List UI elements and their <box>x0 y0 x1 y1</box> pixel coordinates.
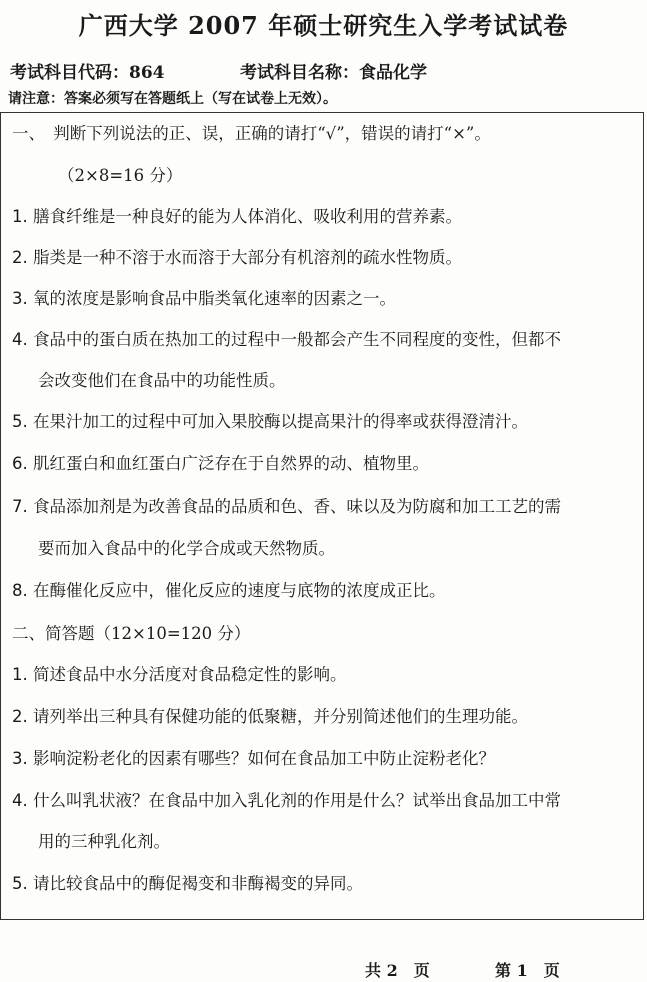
question-item: 7. 食品添加剂是为改善食品的品质和色、香、味以及为防腐和加工工艺的需 <box>12 497 561 516</box>
subject-info-row <box>10 58 640 83</box>
subject-name: 考试科目名称：食品化学 <box>240 63 427 83</box>
question-item-continuation: 要而加入食品中的化学合成或天然物质。 <box>38 539 335 558</box>
section1-heading: 一、 判断下列说法的正、误，正确的请打“√”，错误的请打“×”。 <box>12 124 491 143</box>
question-item: 4. 什么叫乳状液？在食品中加入乳化剂的作用是什么？试举出食品加工中常 <box>12 791 561 810</box>
question-item: 5. 在果汁加工的过程中可加入果胶酶以提高果汁的得率或获得澄清汁。 <box>12 412 528 431</box>
question-item: 2. 脂类是一种不溶于水而溶于大部分有机溶剂的疏水性物质。 <box>12 248 462 267</box>
question-item: 8. 在酶催化反应中，催化反应的速度与底物的浓度成正比。 <box>12 581 446 600</box>
question-item: 1. 膳食纤维是一种良好的能为人体消化、吸收利用的营养素。 <box>12 207 462 226</box>
question-item: 3. 影响淀粉老化的因素有哪些？如何在食品加工中防止淀粉老化？ <box>12 749 495 768</box>
section2-heading: 二、简答题（12×10=120 分） <box>12 624 251 643</box>
current-page: 第 1 页 <box>495 961 560 980</box>
question-item: 2. 请列举出三种具有保健功能的低聚糖，并分别简述他们的生理功能。 <box>12 707 528 726</box>
section1-score: （2×8=16 分） <box>58 166 183 185</box>
answer-notice: 请注意：答案必须写在答题纸上（写在试卷上无效）。 <box>8 91 337 107</box>
question-item-continuation: 用的三种乳化剂。 <box>38 832 170 851</box>
question-item: 4. 食品中的蛋白质在热加工的过程中一般都会产生不同程度的变性，但都不 <box>12 330 561 349</box>
question-item: 1. 简述食品中水分活度对食品稳定性的影响。 <box>12 665 347 684</box>
question-item: 3. 氧的浓度是影响食品中脂类氧化速率的因素之一。 <box>12 289 396 308</box>
question-item: 6. 肌红蛋白和血红蛋白广泛存在于自然界的动、植物里。 <box>12 454 429 473</box>
question-item: 5. 请比较食品中的酶促褐变和非酶褐变的异同。 <box>12 874 363 893</box>
page-title: 广西大学 2007 年硕士研究生入学考试试卷 <box>78 11 569 40</box>
subject-code: 考试科目代码：864 <box>10 63 165 83</box>
question-item-continuation: 会改变他们在食品中的功能性质。 <box>38 371 286 390</box>
total-pages: 共 2 页 <box>365 961 430 980</box>
